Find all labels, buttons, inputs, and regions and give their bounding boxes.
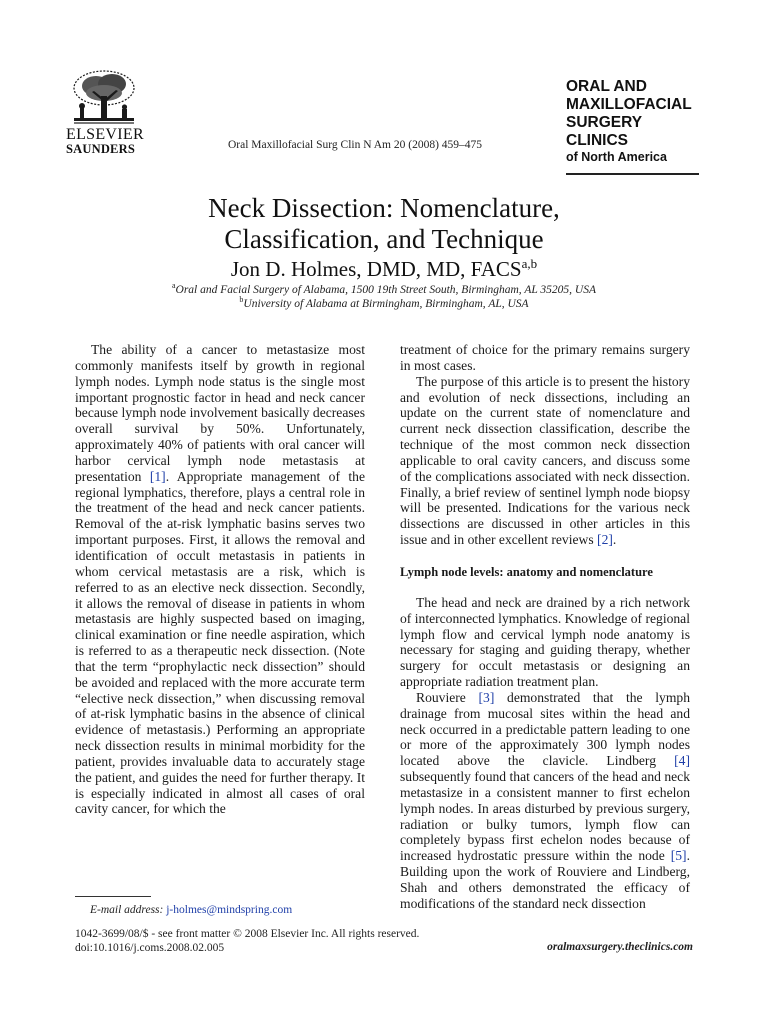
affiliation-text: University of Alabama at Birmingham, Birmingham, AL, USA — [243, 297, 529, 310]
reference-link[interactable]: [5] — [670, 848, 687, 864]
body-text: subsequently found that cancers of the head and neck metastasize in a consistent manner to first echelon lymph nodes. In areas disturbed by previous surgery, radiation or bulky tumors, lymph flow can completely bypass first echelon nodes because of increased hydrostatic pressure within the node — [400, 769, 690, 864]
footnote — [90, 904, 292, 916]
footnote-divider — [75, 896, 151, 897]
affiliation-mark: a — [171, 281, 176, 290]
body-paragraph — [75, 342, 365, 817]
publisher-imprint: SAUNDERS — [66, 142, 135, 156]
affiliation-text: Oral and Facial Surgery of Alabama, 1500 19th Street South, Birmingham, AL 35205, USA — [175, 283, 597, 296]
section-heading: Lymph node levels: anatomy and nomenclature — [400, 564, 653, 579]
author-name: Jon D. Holmes, DMD, MD, FACS — [230, 257, 522, 281]
copyright-block — [75, 927, 419, 955]
elsevier-tree-icon — [66, 68, 142, 126]
body-text: . Building upon the work of Rouviere and Lindberg, Shah and others demonstrated the efficacy of modifications of the standard neck dissection — [400, 848, 690, 911]
author-email-link[interactable]: j-holmes@mindspring.com — [166, 904, 293, 916]
reference-link[interactable]: [1] — [149, 468, 166, 484]
article-title-line: Neck Dissection: Nomenclature, — [208, 193, 560, 223]
left-column — [75, 342, 365, 817]
journal-website-link[interactable]: oralmaxsurgery.theclinics.com — [547, 941, 693, 953]
affiliation-mark: b — [239, 295, 244, 304]
body-paragraph: treatment of choice for the primary remains surgery in most cases. — [400, 342, 690, 373]
body-text: The ability of a cancer to metastasize most commonly manifests itself by growth in regional lymph nodes. Lymph node status is the single most important prognostic factor in head and neck cancer because lymph node involvement basically decreases overall survival by 50%. Unfortunately, approximately 40% of patients with oral cancer will harbor cervical lymph node metastasis at presentation — [75, 342, 365, 484]
reference-link[interactable]: [3] — [478, 689, 495, 705]
publisher-name: ELSEVIER — [66, 126, 144, 143]
reference-link[interactable]: [4] — [674, 753, 690, 769]
journal-title-line: ORAL AND — [566, 78, 647, 95]
journal-title-line: SURGERY CLINICS — [566, 114, 642, 149]
article-title — [0, 193, 768, 255]
body-paragraph — [400, 374, 690, 548]
body-text: Rouviere — [416, 689, 479, 705]
doi-line: doi:10.1016/j.coms.2008.02.005 — [75, 942, 225, 954]
journal-title-line: MAXILLOFACIAL — [566, 96, 692, 113]
body-paragraph: The head and neck are drained by a rich network of interconnected lymphatics. Knowledge of regional lymph flow and cervical lymph node anatomy is necessary for staging and guiding therapy, whether surgery for occult metastasis or designing an appropriate radiation treatment plan. — [400, 594, 690, 690]
copyright-line: 1042-3699/08/$ - see front matter © 2008 Elsevier Inc. All rights reserved. — [75, 928, 420, 940]
affiliation — [0, 281, 768, 296]
body-text: . Appropriate management of the regional lymphatics, therefore, plays a central role in the treatment of the head and neck cancer patients. Removal of the at-risk lymphatic basins serves two important purposes. First, it allows the removal and identification of occult metastasis in patients in whom cervical metastasis are a risk, which is referred to as an elective neck dissection. Secondly, it allows the removal of disease in patients in whom metastasis are highly suspected based on imaging, clinical examination or fine needle aspiration, which is referred to as a therapeutic neck dissection. (Note that the term “prophylactic neck dissection” should be avoided and replaced with the more accurate term “elective neck dissection,” when discussing removal of at-risk lymphatic basins in the absence of clinical evidence of metastasis.) Performing an appropriate neck dissection results in minimal morbidity for the patient, provides invaluable data to accurately stage the patient, and guides the need for further therapy. It is especially indicated in almost all cases of oral cavity cancer, for which the — [75, 468, 365, 817]
elsevier-logo — [66, 68, 148, 156]
body-text: The purpose of this article is to present the history and evolution of neck dissections, including an update on the current state of nomenclature and current neck dissection classification, describe the technique of the most common neck dissection applicable to oral cavity cancers, and discuss some of the complications associated with neck dissection. Finally, a brief review of sentinel lymph node biopsy will be presented. Indications for the various neck dissections are discussed in other articles in this issue and in other excellent reviews — [400, 373, 690, 548]
right-column — [400, 342, 690, 912]
journal-divider — [566, 173, 699, 175]
journal-title-block — [566, 78, 706, 183]
body-text: demonstrated that the lymph drainage from mucosal sites within the head and neck occurred in a predictable pattern leading to one or more of the approximately 300 lymph nodes located above the clavicle. Lindberg — [400, 689, 690, 769]
body-paragraph — [400, 690, 690, 912]
article-title-line: Classification, and Technique — [224, 224, 544, 254]
affiliation — [0, 295, 768, 310]
reference-link[interactable]: [2] — [597, 532, 613, 548]
footnote-label: E-mail address: — [90, 904, 164, 916]
author-affiliation-marks: a,b — [521, 256, 538, 271]
article-author — [0, 256, 768, 282]
journal-subtitle: of North America — [566, 150, 667, 164]
body-text: . — [612, 532, 617, 548]
journal-citation: Oral Maxillofacial Surg Clin N Am 20 (2008) 459–475 — [228, 139, 483, 151]
